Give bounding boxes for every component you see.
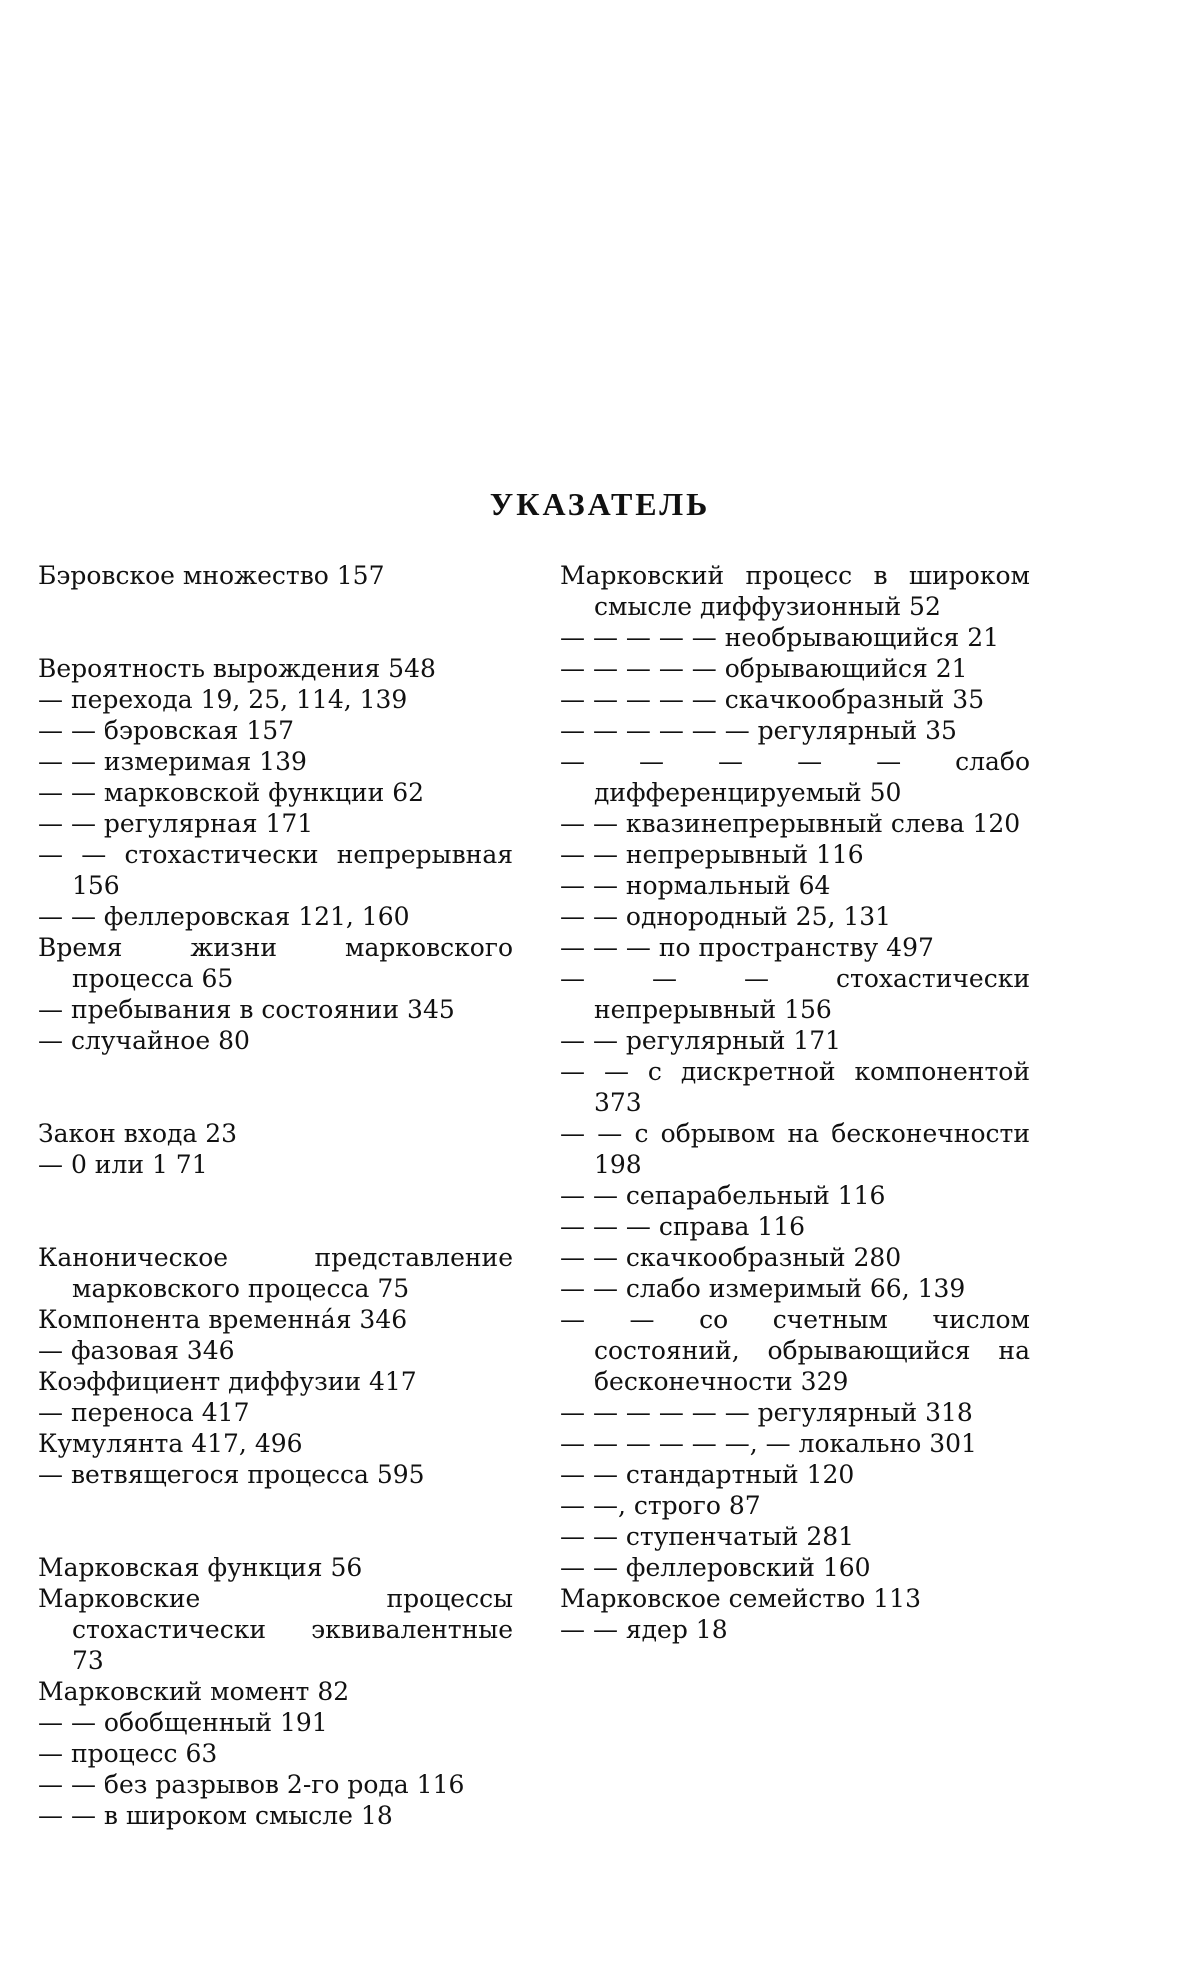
index-entry: — ветвящегося процесса 595 — [38, 1460, 425, 1489]
index-entry: Марковская функция 56 — [38, 1553, 363, 1582]
index-entry: — — без разрывов 2-го рода 116 — [38, 1770, 465, 1799]
index-entry: — — слабо измеримый 66, 139 — [560, 1274, 966, 1303]
index-entry: — — обобщенный 191 — [38, 1708, 328, 1737]
index-entry: — — ступенчатый 281 — [560, 1522, 855, 1551]
index-entry: — — — — — слабо дифференцируемый 50 — [560, 747, 1030, 807]
index-entry: — — однородный 25, 131 — [560, 902, 892, 931]
index-entry: Бэровское множество 157 — [38, 561, 385, 590]
index-entry: — — — — — — регулярный 318 — [560, 1398, 973, 1427]
index-entry: — — нормальный 64 — [560, 871, 831, 900]
index-right-column — [560, 560, 1030, 1645]
index-entry: — 0 или 1 71 — [38, 1150, 208, 1179]
index-entry: — — ядер 18 — [560, 1615, 728, 1644]
index-entry: — — квазинепрерывный слева 120 — [560, 809, 1021, 838]
index-entry: — —, строго 87 — [560, 1491, 761, 1520]
index-entry: — — непрерывный 116 — [560, 840, 864, 869]
index-entry: — случайное 80 — [38, 1026, 250, 1055]
index-entry: — — регулярная 171 — [38, 809, 314, 838]
index-entry: — — — — — скачкообразный 35 — [560, 685, 985, 714]
index-entry: Закон входа 23 — [38, 1119, 238, 1148]
index-entry: — — в широком смысле 18 — [38, 1801, 393, 1830]
index-entry: Коэффициент диффузии 417 — [38, 1367, 417, 1396]
index-entry: — — — — — — регулярный 35 — [560, 716, 957, 745]
index-entry: — процесс 63 — [38, 1739, 218, 1768]
index-entry: — — марковской функции 62 — [38, 778, 425, 807]
index-entry: Каноническое представление марковского процесса 75 — [38, 1243, 513, 1303]
index-entry: Кумулянта 417, 496 — [38, 1429, 303, 1458]
index-entry: — — — — — —, — локально 301 — [560, 1429, 977, 1458]
index-entry: — — стохастически непрерывная 156 — [38, 840, 513, 900]
index-entry: — — с дискретной компонентой 373 — [560, 1057, 1030, 1117]
index-left-column — [38, 560, 513, 1831]
index-entry: — — стандартный 120 — [560, 1460, 855, 1489]
index-entry: — пребывания в состоянии 345 — [38, 995, 455, 1024]
index-entry: Компонента временна́я 346 — [38, 1305, 408, 1334]
index-entry: — перехода 19, 25, 114, 139 — [38, 685, 408, 714]
index-entry: — — со счетным числом состояний, обрывающийся на бесконечности 329 — [560, 1305, 1030, 1396]
index-entry: Марковские процессы стохастически эквивалентные 73 — [38, 1584, 513, 1675]
index-entry: — — — — — необрывающийся 21 — [560, 623, 1000, 652]
index-entry: Марковский процесс в широком смысле диффузионный 52 — [560, 561, 1030, 621]
index-entry: — — с обрывом на бесконечности 198 — [560, 1119, 1030, 1179]
index-entry: — — феллеровская 121, 160 — [38, 902, 410, 931]
index-entry: Марковское семейство 113 — [560, 1584, 921, 1613]
index-entry: Вероятность вырождения 548 — [38, 654, 436, 683]
section-gap — [38, 1056, 513, 1118]
index-entry: — — бэровская 157 — [38, 716, 295, 745]
section-gap — [38, 591, 513, 653]
index-entry: — фазовая 346 — [38, 1336, 235, 1365]
index-entry: — — — справа 116 — [560, 1212, 806, 1241]
index-entry: — переноса 417 — [38, 1398, 250, 1427]
index-entry: — — феллеровский 160 — [560, 1553, 871, 1582]
index-entry: Марковский момент 82 — [38, 1677, 350, 1706]
index-entry: — — — стохастически непрерывный 156 — [560, 964, 1030, 1024]
index-entry: — — — — — обрывающийся 21 — [560, 654, 968, 683]
index-entry: — — регулярный 171 — [560, 1026, 842, 1055]
index-entry: — — скачкообразный 280 — [560, 1243, 902, 1272]
index-entry: — — сепарабельный 116 — [560, 1181, 886, 1210]
section-gap — [38, 1490, 513, 1552]
index-entry: — — измеримая 139 — [38, 747, 307, 776]
index-entry: — — — по пространству 497 — [560, 933, 934, 962]
index-entry: Время жизни марковского процесса 65 — [38, 933, 513, 993]
page-title: УКАЗАТЕЛЬ — [489, 486, 711, 522]
section-gap — [38, 1180, 513, 1242]
